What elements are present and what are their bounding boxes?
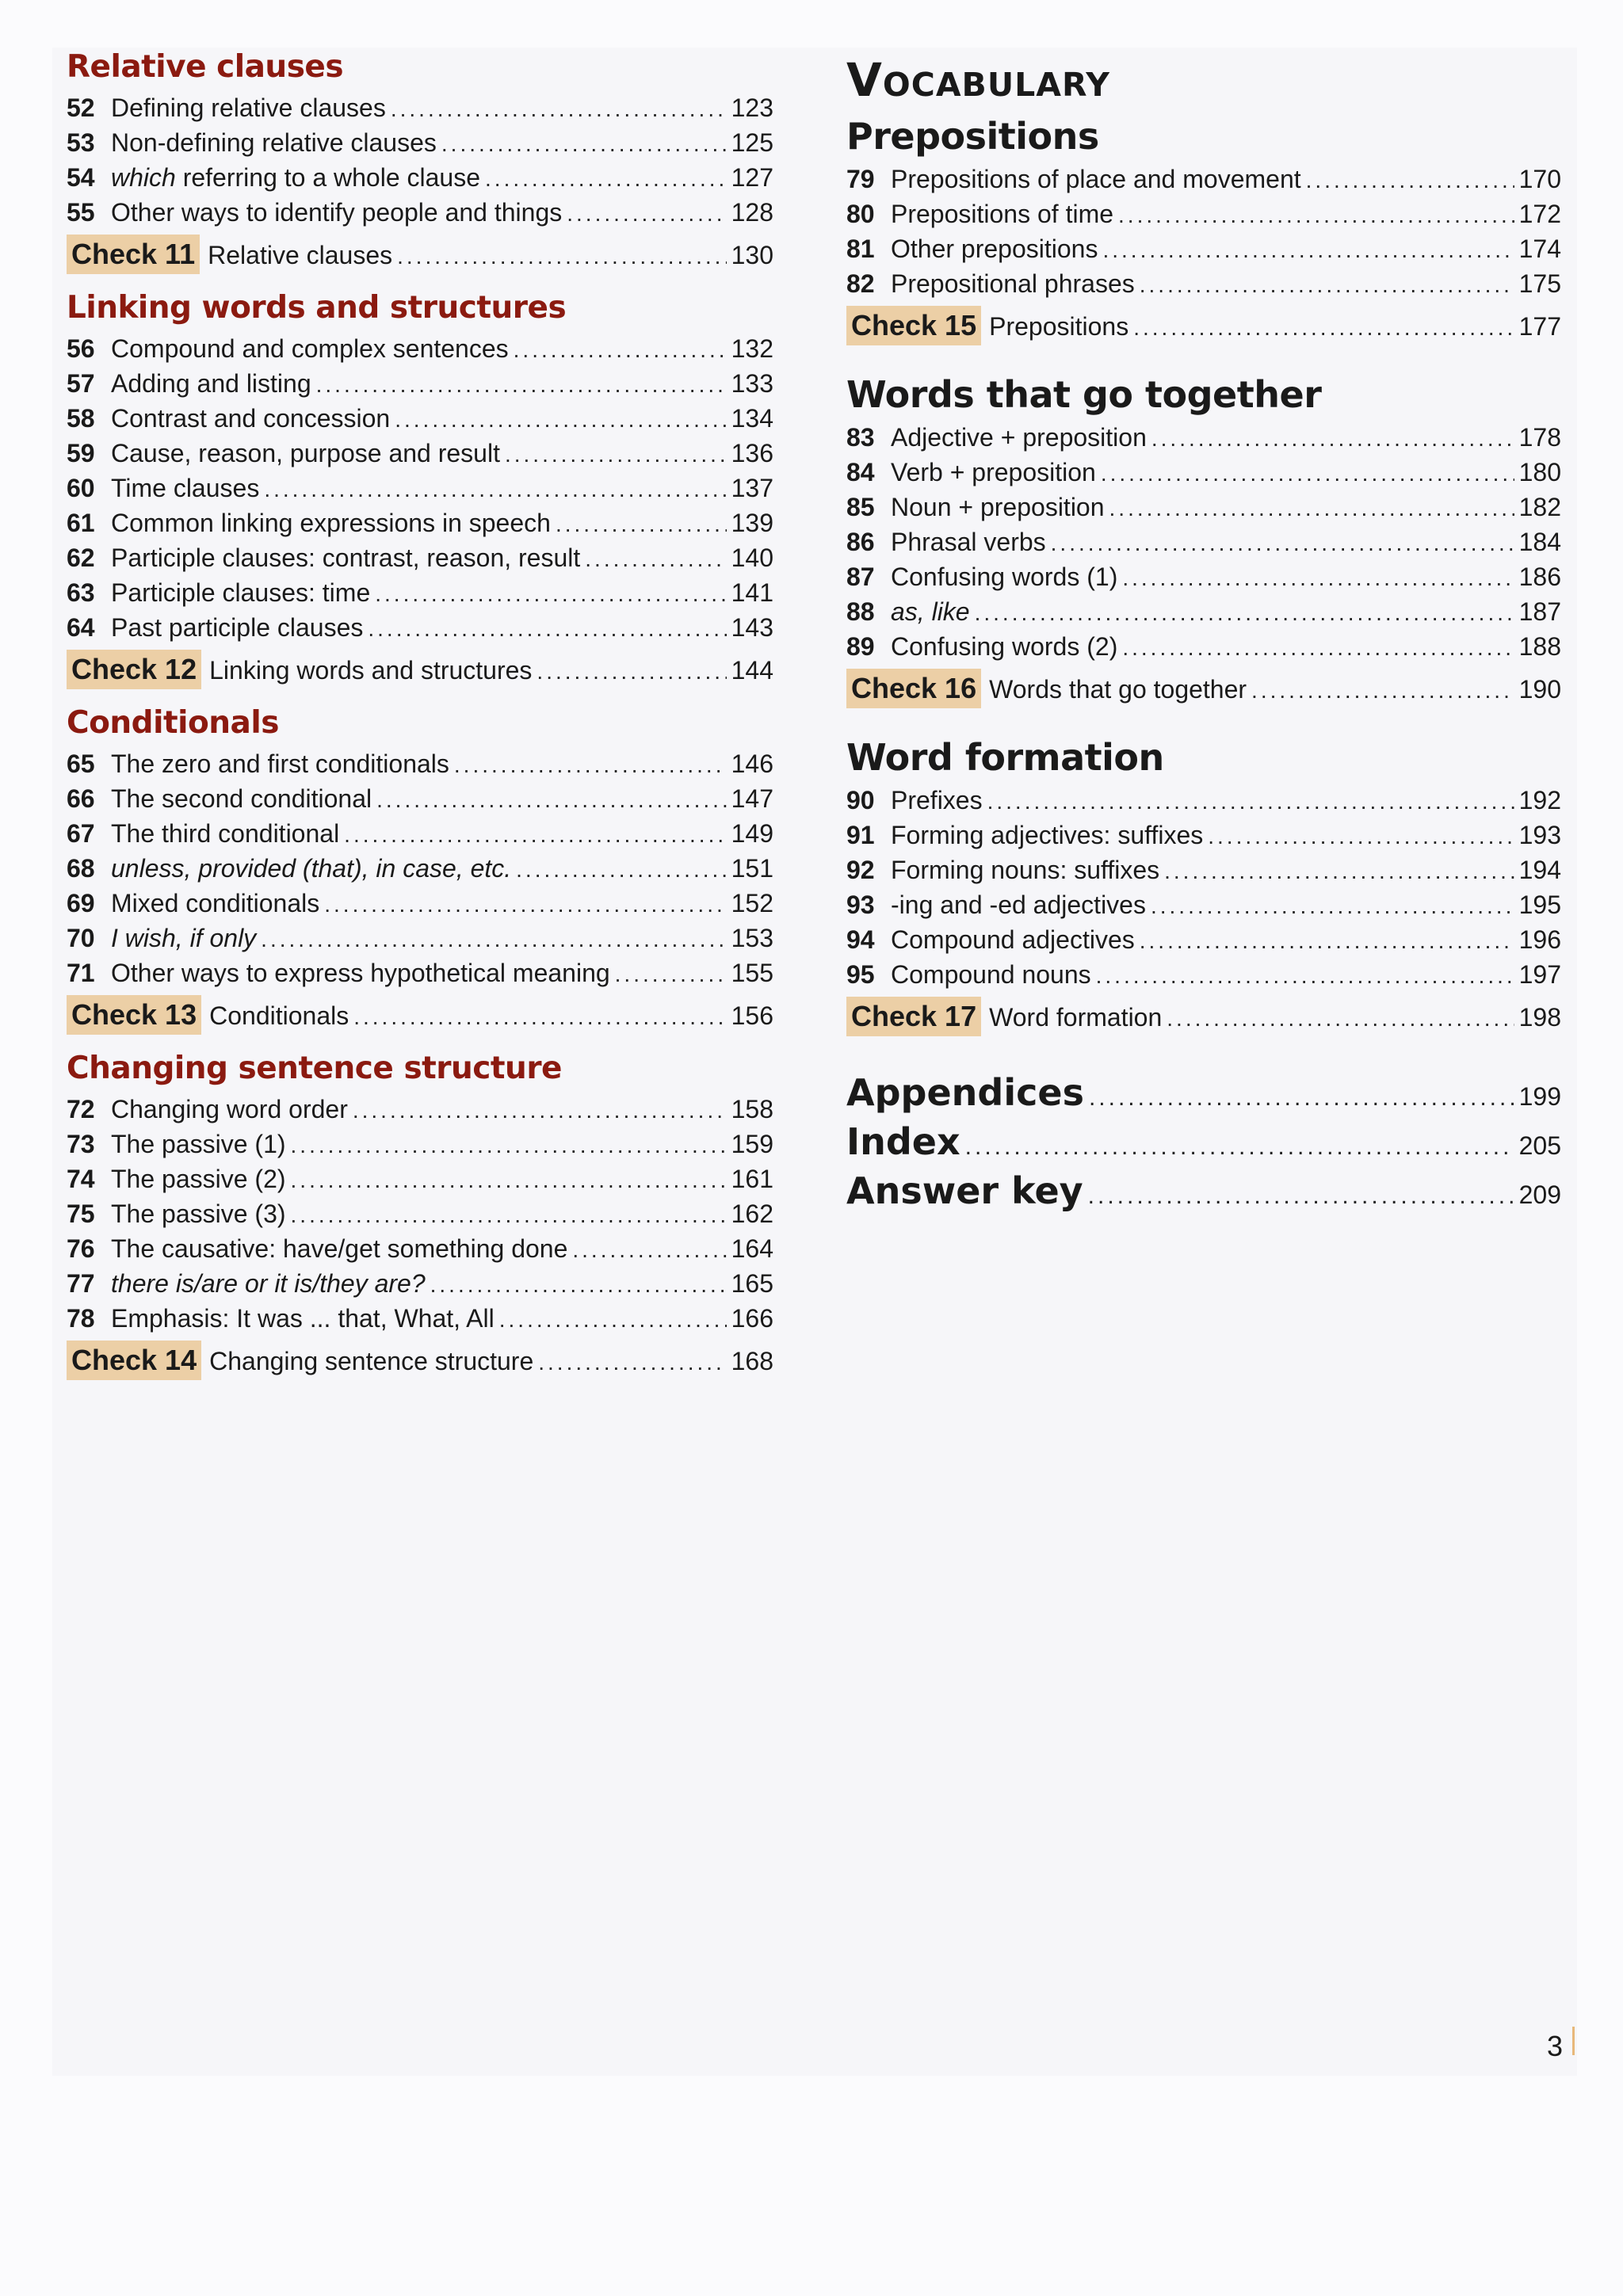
unit-title-rest: referring to a whole clause: [175, 163, 481, 192]
unit-title: Confusing words (2): [891, 632, 1118, 661]
unit-number: 78: [67, 1304, 95, 1333]
toc-entry[interactable]: [846, 818, 1561, 852]
toc-entry[interactable]: [846, 524, 1561, 559]
page-ref: 132: [731, 334, 773, 363]
unit-title: Non-defining relative clauses: [111, 128, 437, 157]
toc-entry[interactable]: [67, 1196, 773, 1231]
toc-entry[interactable]: [67, 575, 773, 610]
toc-entry[interactable]: [67, 90, 773, 125]
toc-entry[interactable]: [67, 125, 773, 160]
dot-leader: [353, 1093, 727, 1128]
toc-entry[interactable]: [67, 610, 773, 645]
unit-number: 54: [67, 163, 95, 192]
check-title: Words that go together: [989, 675, 1247, 704]
page-ref: 155: [731, 959, 773, 987]
unit-number: 84: [846, 458, 875, 486]
unit-number: 59: [67, 439, 95, 467]
check-title: Linking words and structures: [209, 656, 533, 685]
section-title: Linking words and structures: [67, 290, 567, 326]
toc-entry[interactable]: [67, 921, 773, 955]
dot-leader: [291, 1198, 727, 1233]
dot-leader: [485, 162, 727, 196]
unit-title: Prepositions of place and movement: [891, 165, 1301, 193]
unit-title: Cause, reason, purpose and result: [111, 439, 500, 467]
unit-number: 87: [846, 563, 875, 591]
toc-entry[interactable]: [67, 1161, 773, 1196]
page-ref: 128: [731, 198, 773, 227]
unit-number: 65: [67, 749, 95, 778]
section-title: Conditionals: [67, 705, 279, 741]
part-heading: Vocabulary: [846, 53, 1110, 107]
page-ref: 209: [1518, 1180, 1561, 1209]
unit-title: unless, provided (that), in case, etc.: [111, 854, 512, 883]
page-ref: 147: [731, 784, 773, 813]
unit-number: 64: [67, 613, 95, 642]
unit-title: I wish, if only: [111, 924, 257, 952]
page-ref: 193: [1518, 821, 1561, 849]
dot-leader: [556, 507, 727, 542]
page-ref: 144: [731, 656, 773, 685]
dot-leader: [572, 1233, 726, 1268]
page-ref: 141: [731, 578, 773, 607]
unit-number: 73: [67, 1130, 95, 1158]
unit-title: The passive (3): [111, 1199, 286, 1228]
page-ref: 156: [731, 1001, 773, 1030]
toc-entry[interactable]: [67, 331, 773, 366]
unit-title: there is/are or it is/they are?: [111, 1269, 426, 1298]
page-ref: 194: [1518, 856, 1561, 884]
toc-section-conditionals: [67, 704, 773, 1038]
back-matter-title: Answer key: [846, 1169, 1083, 1212]
unit-title: Mixed conditionals: [111, 889, 320, 917]
dot-leader: [1151, 889, 1514, 924]
page-ref: 151: [731, 854, 773, 883]
unit-title: Confusing words (1): [891, 563, 1118, 591]
unit-title: Common linking expressions in speech: [111, 509, 551, 537]
unit-title: Adding and listing: [111, 369, 311, 398]
unit-number: 52: [67, 93, 95, 122]
toc-entry[interactable]: [67, 746, 773, 781]
unit-number: 95: [846, 960, 875, 989]
unit-title: Prepositional phrases: [891, 269, 1135, 298]
page-ref: 177: [1518, 312, 1561, 341]
section-title: Changing sentence structure: [67, 1051, 563, 1086]
unit-number: 90: [846, 786, 875, 814]
unit-number: 67: [67, 819, 95, 848]
unit-title: Phrasal verbs: [891, 528, 1046, 556]
toc-entry[interactable]: [67, 816, 773, 851]
toc-entry[interactable]: [67, 540, 773, 575]
toc-entry[interactable]: [67, 195, 773, 230]
dot-leader: [1088, 1172, 1514, 1221]
dot-leader: [395, 402, 726, 437]
unit-title: Prefixes: [891, 786, 983, 814]
unit-title: Noun + preposition: [891, 493, 1105, 521]
section-title: Relative clauses: [67, 49, 344, 85]
page-ref: 205: [1518, 1131, 1561, 1160]
unit-title: Participle clauses: time: [111, 578, 371, 607]
toc-entry[interactable]: [846, 594, 1561, 629]
page-ref: 197: [1518, 960, 1561, 989]
check-badge: Check 12: [67, 650, 201, 689]
page-ref: 134: [731, 404, 773, 433]
toc-entry[interactable]: [67, 436, 773, 471]
dot-leader: [537, 650, 726, 694]
unit-number: 58: [67, 404, 95, 433]
page-ref: 198: [1518, 1003, 1561, 1032]
page-ref: 125: [731, 128, 773, 157]
page-ref: 199: [1518, 1082, 1561, 1111]
page-ref: 188: [1518, 632, 1561, 661]
check-badge: Check 15: [846, 306, 981, 345]
page-ref: 195: [1518, 891, 1561, 919]
unit-number: 82: [846, 269, 875, 298]
toc-entry[interactable]: [846, 783, 1561, 818]
toc-entry[interactable]: [67, 160, 773, 195]
unit-number: 71: [67, 959, 95, 987]
dot-leader: [567, 196, 726, 231]
unit-title: Other ways to express hypothetical meaning: [111, 959, 610, 987]
toc-section-relative-clauses: [67, 48, 773, 277]
unit-title: The passive (2): [111, 1165, 286, 1193]
dot-leader: [615, 957, 727, 992]
unit-title: Defining relative clauses: [111, 93, 386, 122]
dot-leader: [987, 784, 1514, 819]
check-badge: Check 14: [67, 1341, 201, 1380]
page-ref: 127: [731, 163, 773, 192]
back-matter-title: Index: [846, 1120, 960, 1163]
unit-title: Past participle clauses: [111, 613, 364, 642]
check-title: Word formation: [989, 1003, 1163, 1032]
unit-title: [111, 160, 480, 195]
unit-title: Compound adjectives: [891, 925, 1135, 954]
check-title: Changing sentence structure: [209, 1347, 534, 1375]
check-entry[interactable]: [846, 304, 1561, 349]
check-entry[interactable]: [67, 233, 773, 277]
toc-entry[interactable]: [846, 887, 1561, 922]
toc-entry-index[interactable]: [846, 1117, 1561, 1166]
unit-title: Participle clauses: contrast, reason, result: [111, 543, 581, 572]
dot-leader: [1109, 491, 1514, 526]
unit-title: Compound and complex sentences: [111, 334, 509, 363]
unit-number: 72: [67, 1095, 95, 1123]
check-badge: Check 13: [67, 995, 201, 1035]
unit-title: Other ways to identify people and things: [111, 198, 563, 227]
dot-leader: [975, 596, 1514, 631]
dot-leader: [1122, 561, 1514, 596]
back-matter-title: Appendices: [846, 1071, 1084, 1114]
page-ref: 166: [731, 1304, 773, 1333]
check-entry[interactable]: [67, 994, 773, 1038]
page-ref: 152: [731, 889, 773, 917]
dot-leader: [1096, 959, 1514, 994]
toc-section-linking-words: [67, 288, 773, 692]
toc-entry[interactable]: [67, 886, 773, 921]
dot-leader: [441, 127, 727, 162]
dot-leader: [1102, 233, 1514, 268]
toc-entry[interactable]: [67, 1266, 773, 1301]
unit-number: 63: [67, 578, 95, 607]
check-badge: Check 17: [846, 997, 981, 1036]
toc-back-matter: [846, 1068, 1561, 1215]
toc-entry[interactable]: [846, 231, 1561, 266]
unit-title: Emphasis: It was ... that, What, All: [111, 1304, 495, 1333]
toc-entry[interactable]: [67, 851, 773, 886]
toc-entry[interactable]: [67, 781, 773, 816]
unit-number: 92: [846, 856, 875, 884]
unit-number: 66: [67, 784, 95, 813]
page-number-marker: [1572, 2027, 1575, 2055]
toc-entry[interactable]: [67, 471, 773, 505]
toc-entry[interactable]: [846, 957, 1561, 992]
page-ref: 158: [731, 1095, 773, 1123]
dot-leader: [344, 818, 726, 852]
dot-leader: [1140, 924, 1514, 959]
dot-leader: [1164, 854, 1514, 889]
page-ref: 170: [1518, 165, 1561, 193]
toc-entry[interactable]: [846, 852, 1561, 887]
toc-section-changing-sentence-structure: [67, 1049, 773, 1383]
page-ref: 164: [731, 1234, 773, 1263]
dot-leader: [965, 1123, 1514, 1172]
toc-entry[interactable]: [67, 955, 773, 990]
unit-number: 93: [846, 891, 875, 919]
toc-right-column: [846, 51, 1561, 1226]
page-ref: 161: [731, 1165, 773, 1193]
page-ref: 139: [731, 509, 773, 537]
page-ref: 175: [1518, 269, 1561, 298]
dot-leader: [353, 995, 726, 1039]
unit-number: 77: [67, 1269, 95, 1298]
page-ref: 159: [731, 1130, 773, 1158]
unit-title: Forming adjectives: suffixes: [891, 821, 1204, 849]
dot-leader: [499, 1302, 727, 1337]
page-ref: 165: [731, 1269, 773, 1298]
dot-leader: [261, 922, 726, 957]
toc-entry[interactable]: [846, 922, 1561, 957]
page-ref: 130: [731, 241, 773, 269]
check-entry[interactable]: [67, 648, 773, 692]
dot-leader: [1167, 997, 1514, 1041]
page-ref: 168: [731, 1347, 773, 1375]
toc-entry[interactable]: [67, 505, 773, 540]
toc-section-word-formation: [846, 735, 1561, 1039]
check-entry[interactable]: [67, 1339, 773, 1383]
page-ref: 174: [1518, 235, 1561, 263]
dot-leader: [316, 368, 727, 402]
dot-leader: [375, 577, 726, 612]
dot-leader: [1208, 819, 1514, 854]
check-title: Conditionals: [209, 1001, 349, 1030]
unit-number: 57: [67, 369, 95, 398]
toc-entry[interactable]: [846, 629, 1561, 664]
unit-title: The passive (1): [111, 1130, 286, 1158]
unit-title: Adjective + preposition: [891, 423, 1147, 452]
unit-title: Prepositions of time: [891, 200, 1114, 228]
page-ref: 192: [1518, 786, 1561, 814]
dot-leader: [1151, 421, 1514, 456]
check-badge: Check 11: [67, 235, 200, 274]
unit-number: 75: [67, 1199, 95, 1228]
page-ref: 196: [1518, 925, 1561, 954]
unit-number: 80: [846, 200, 875, 228]
toc-entry[interactable]: [67, 1127, 773, 1161]
page-ref: 186: [1518, 563, 1561, 591]
unit-title: Changing word order: [111, 1095, 348, 1123]
unit-number: 88: [846, 597, 875, 626]
dot-leader: [505, 437, 727, 472]
check-title: Relative clauses: [208, 241, 393, 269]
toc-entry[interactable]: [846, 420, 1561, 455]
dot-leader: [1306, 163, 1514, 198]
unit-number: 85: [846, 493, 875, 521]
dot-leader: [1101, 456, 1514, 491]
unit-number: 94: [846, 925, 875, 954]
toc-entry-answer-key[interactable]: [846, 1166, 1561, 1215]
page-ref: 123: [731, 93, 773, 122]
dot-leader: [1140, 268, 1514, 303]
unit-title: Verb + preposition: [891, 458, 1096, 486]
dot-leader: [1089, 1074, 1514, 1123]
toc-entry[interactable]: [67, 366, 773, 401]
page-ref: 143: [731, 613, 773, 642]
unit-title: Time clauses: [111, 474, 260, 502]
dot-leader: [585, 542, 726, 577]
toc-entry[interactable]: [846, 162, 1561, 196]
section-title: Word formation: [846, 736, 1164, 779]
unit-number: 91: [846, 821, 875, 849]
toc-entry[interactable]: [67, 1231, 773, 1266]
section-title: Prepositions: [846, 115, 1099, 158]
dot-leader: [391, 92, 727, 127]
dot-leader: [264, 472, 726, 507]
dot-leader: [376, 783, 727, 818]
page-ref: 140: [731, 543, 773, 572]
dot-leader: [516, 852, 726, 887]
toc-entry[interactable]: [846, 196, 1561, 231]
page-ref: 178: [1518, 423, 1561, 452]
unit-number: 62: [67, 543, 95, 572]
unit-title: Other prepositions: [891, 235, 1098, 263]
page-number: 3: [1547, 2030, 1564, 2062]
page-ref: 180: [1518, 458, 1561, 486]
page-ref: 190: [1518, 675, 1561, 704]
unit-number: 55: [67, 198, 95, 227]
page-ref: 162: [731, 1199, 773, 1228]
unit-number: 81: [846, 235, 875, 263]
unit-title: Contrast and concession: [111, 404, 391, 433]
dot-leader: [1122, 631, 1514, 666]
unit-number: 79: [846, 165, 875, 193]
dot-leader: [291, 1128, 727, 1163]
toc-entry[interactable]: [846, 266, 1561, 301]
unit-title: The second conditional: [111, 784, 372, 813]
unit-number: 68: [67, 854, 95, 883]
unit-title: Compound nouns: [891, 960, 1091, 989]
page-ref: 187: [1518, 597, 1561, 626]
toc-section-words-that-go-together: [846, 372, 1561, 711]
page-ref: 136: [731, 439, 773, 467]
unit-title: The zero and first conditionals: [111, 749, 449, 778]
unit-number: 56: [67, 334, 95, 363]
dot-leader: [1133, 306, 1514, 350]
page-ref: 182: [1518, 493, 1561, 521]
toc-entry[interactable]: [67, 1301, 773, 1336]
unit-title-italic: which: [111, 163, 176, 192]
unit-number: 83: [846, 423, 875, 452]
toc-left-column: [67, 48, 773, 1394]
unit-number: 89: [846, 632, 875, 661]
dot-leader: [397, 235, 726, 279]
dot-leader: [430, 1268, 727, 1302]
check-entry[interactable]: [846, 667, 1561, 711]
page-ref: 184: [1518, 528, 1561, 556]
dot-leader: [1051, 526, 1514, 561]
unit-number: 60: [67, 474, 95, 502]
toc-entry[interactable]: [846, 559, 1561, 594]
unit-title: The third conditional: [111, 819, 340, 848]
toc-entry[interactable]: [67, 1092, 773, 1127]
unit-title: The causative: have/get something done: [111, 1234, 568, 1263]
page-ref: 172: [1518, 200, 1561, 228]
unit-number: 70: [67, 924, 95, 952]
page-ref: 153: [731, 924, 773, 952]
section-title: Words that go together: [846, 373, 1322, 416]
page-ref: 149: [731, 819, 773, 848]
unit-title: -ing and -ed adjectives: [891, 891, 1146, 919]
dot-leader: [324, 887, 726, 922]
page-ref: 137: [731, 474, 773, 502]
page-ref: 133: [731, 369, 773, 398]
unit-number: 61: [67, 509, 95, 537]
toc-entry-appendices[interactable]: [846, 1068, 1561, 1117]
toc-section-prepositions: [846, 114, 1561, 349]
check-entry[interactable]: [846, 995, 1561, 1039]
page-ref: 146: [731, 749, 773, 778]
dot-leader: [514, 333, 727, 368]
check-badge: Check 16: [846, 669, 981, 708]
unit-title: Forming nouns: suffixes: [891, 856, 1160, 884]
dot-leader: [368, 612, 726, 646]
dot-leader: [291, 1163, 727, 1198]
toc-entry[interactable]: [67, 401, 773, 436]
dot-leader: [1118, 198, 1514, 233]
unit-number: 74: [67, 1165, 95, 1193]
unit-number: 76: [67, 1234, 95, 1263]
unit-number: 86: [846, 528, 875, 556]
toc-entry[interactable]: [846, 490, 1561, 524]
check-title: Prepositions: [989, 312, 1129, 341]
unit-title: as, like: [891, 597, 970, 626]
dot-leader: [454, 748, 727, 783]
unit-number: 53: [67, 128, 95, 157]
toc-entry[interactable]: [846, 455, 1561, 490]
dot-leader: [538, 1341, 726, 1385]
unit-number: 69: [67, 889, 95, 917]
dot-leader: [1251, 669, 1514, 713]
